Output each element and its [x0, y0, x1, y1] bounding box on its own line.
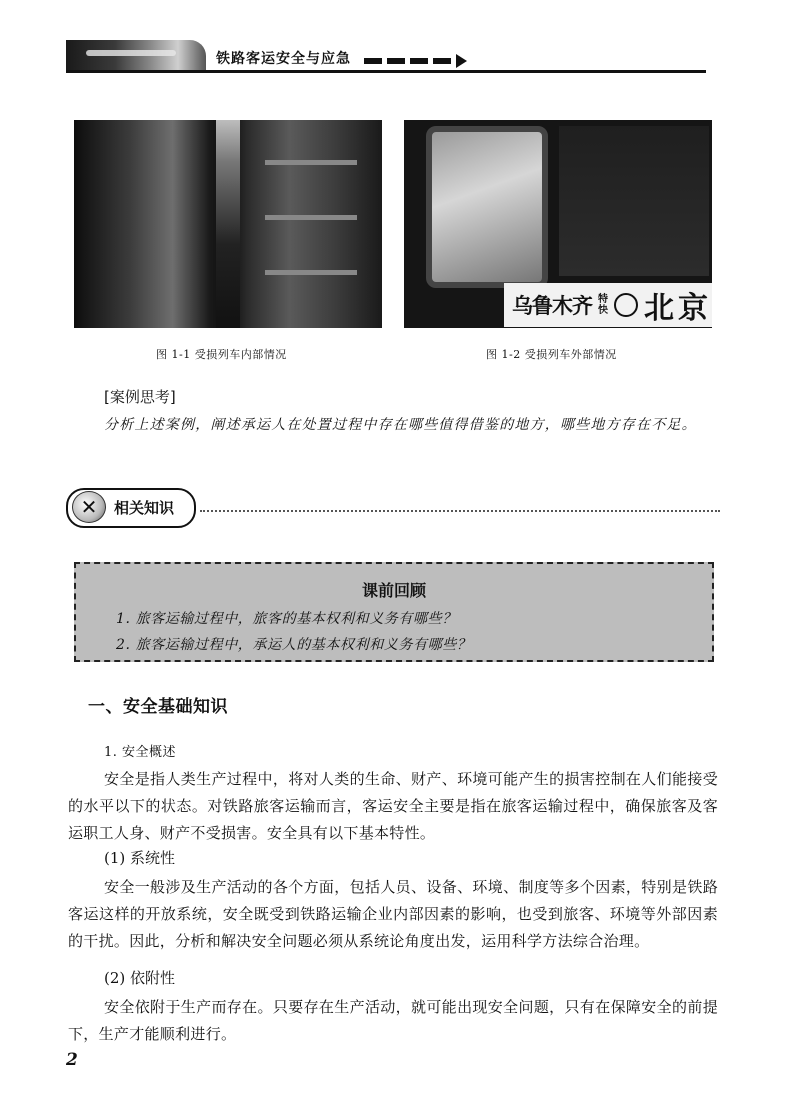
- person-icon: ✕: [72, 491, 106, 523]
- subsection-title: 1. 安全概述: [104, 745, 177, 760]
- train-window: [426, 126, 548, 288]
- dotted-divider: [200, 510, 720, 512]
- point-label: (2) 依附性: [104, 969, 176, 987]
- review-box: [74, 562, 714, 662]
- point-label: (1) 系统性: [104, 849, 176, 867]
- header-rule: [66, 70, 706, 73]
- plate-from: 乌鲁木齐: [512, 294, 592, 318]
- plate-kind: 特 快: [598, 294, 608, 316]
- review-title: 课前回顾: [361, 581, 426, 600]
- destination-plate: [504, 283, 712, 327]
- figure-2-photo: [404, 120, 712, 328]
- case-title: [案例思考]: [104, 388, 176, 406]
- review-question: 1. 旅客运输过程中，旅客的基本权利和义务有哪些？: [116, 611, 457, 627]
- knowledge-label: 相关知识: [114, 499, 175, 517]
- figure-2-caption: 图 1-2 受损列车外部情况: [486, 348, 617, 361]
- figure-1-caption: 图 1-1 受损列车内部情况: [156, 348, 287, 361]
- book-title: 铁路客运安全与应急: [216, 51, 351, 67]
- point-paragraph: 安全一般涉及生产活动的各个方面，包括人员、设备、环境、制度等多个因素，特别是铁路客运这样的开放系统，安全既受到铁路运输企业内部因素的影响，也受到旅客、环境等外部因素的干扰。因此，分析和解决安全问题必须从系统论角度出发，运用科学方法综合治理。: [68, 878, 718, 950]
- page-header: [66, 40, 706, 74]
- figure-1-photo: [74, 120, 382, 328]
- plate-to: 北京: [644, 291, 712, 326]
- point-paragraph: 安全依附于生产而存在。只要存在生产活动，就可能出现安全问题，只有在保障安全的前提下，生产才能顺利进行。: [68, 998, 718, 1043]
- review-question: 2. 旅客运输过程中，承运人的基本权利和义务有哪些？: [116, 637, 472, 653]
- railway-logo-icon: [614, 293, 638, 317]
- arrow-decoration: [364, 54, 467, 68]
- train-icon: [66, 40, 206, 70]
- case-body: 分析上述案例，阐述承运人在处置过程中存在哪些值得借鉴的地方，哪些地方存在不足。: [104, 417, 697, 433]
- page-number: 2: [66, 1050, 78, 1070]
- section-title: 一、安全基础知识: [88, 697, 228, 717]
- knowledge-badge: [66, 488, 196, 528]
- intro-paragraph: 安全是指人类生产过程中，将对人类的生命、财产、环境可能产生的损害控制在人们能接受的水平以下的状态。对铁路旅客运输而言，客运安全主要是指在旅客运输过程中，确保旅客及客运职工人身、财产不受损害。安全具有以下基本特性。: [68, 770, 718, 842]
